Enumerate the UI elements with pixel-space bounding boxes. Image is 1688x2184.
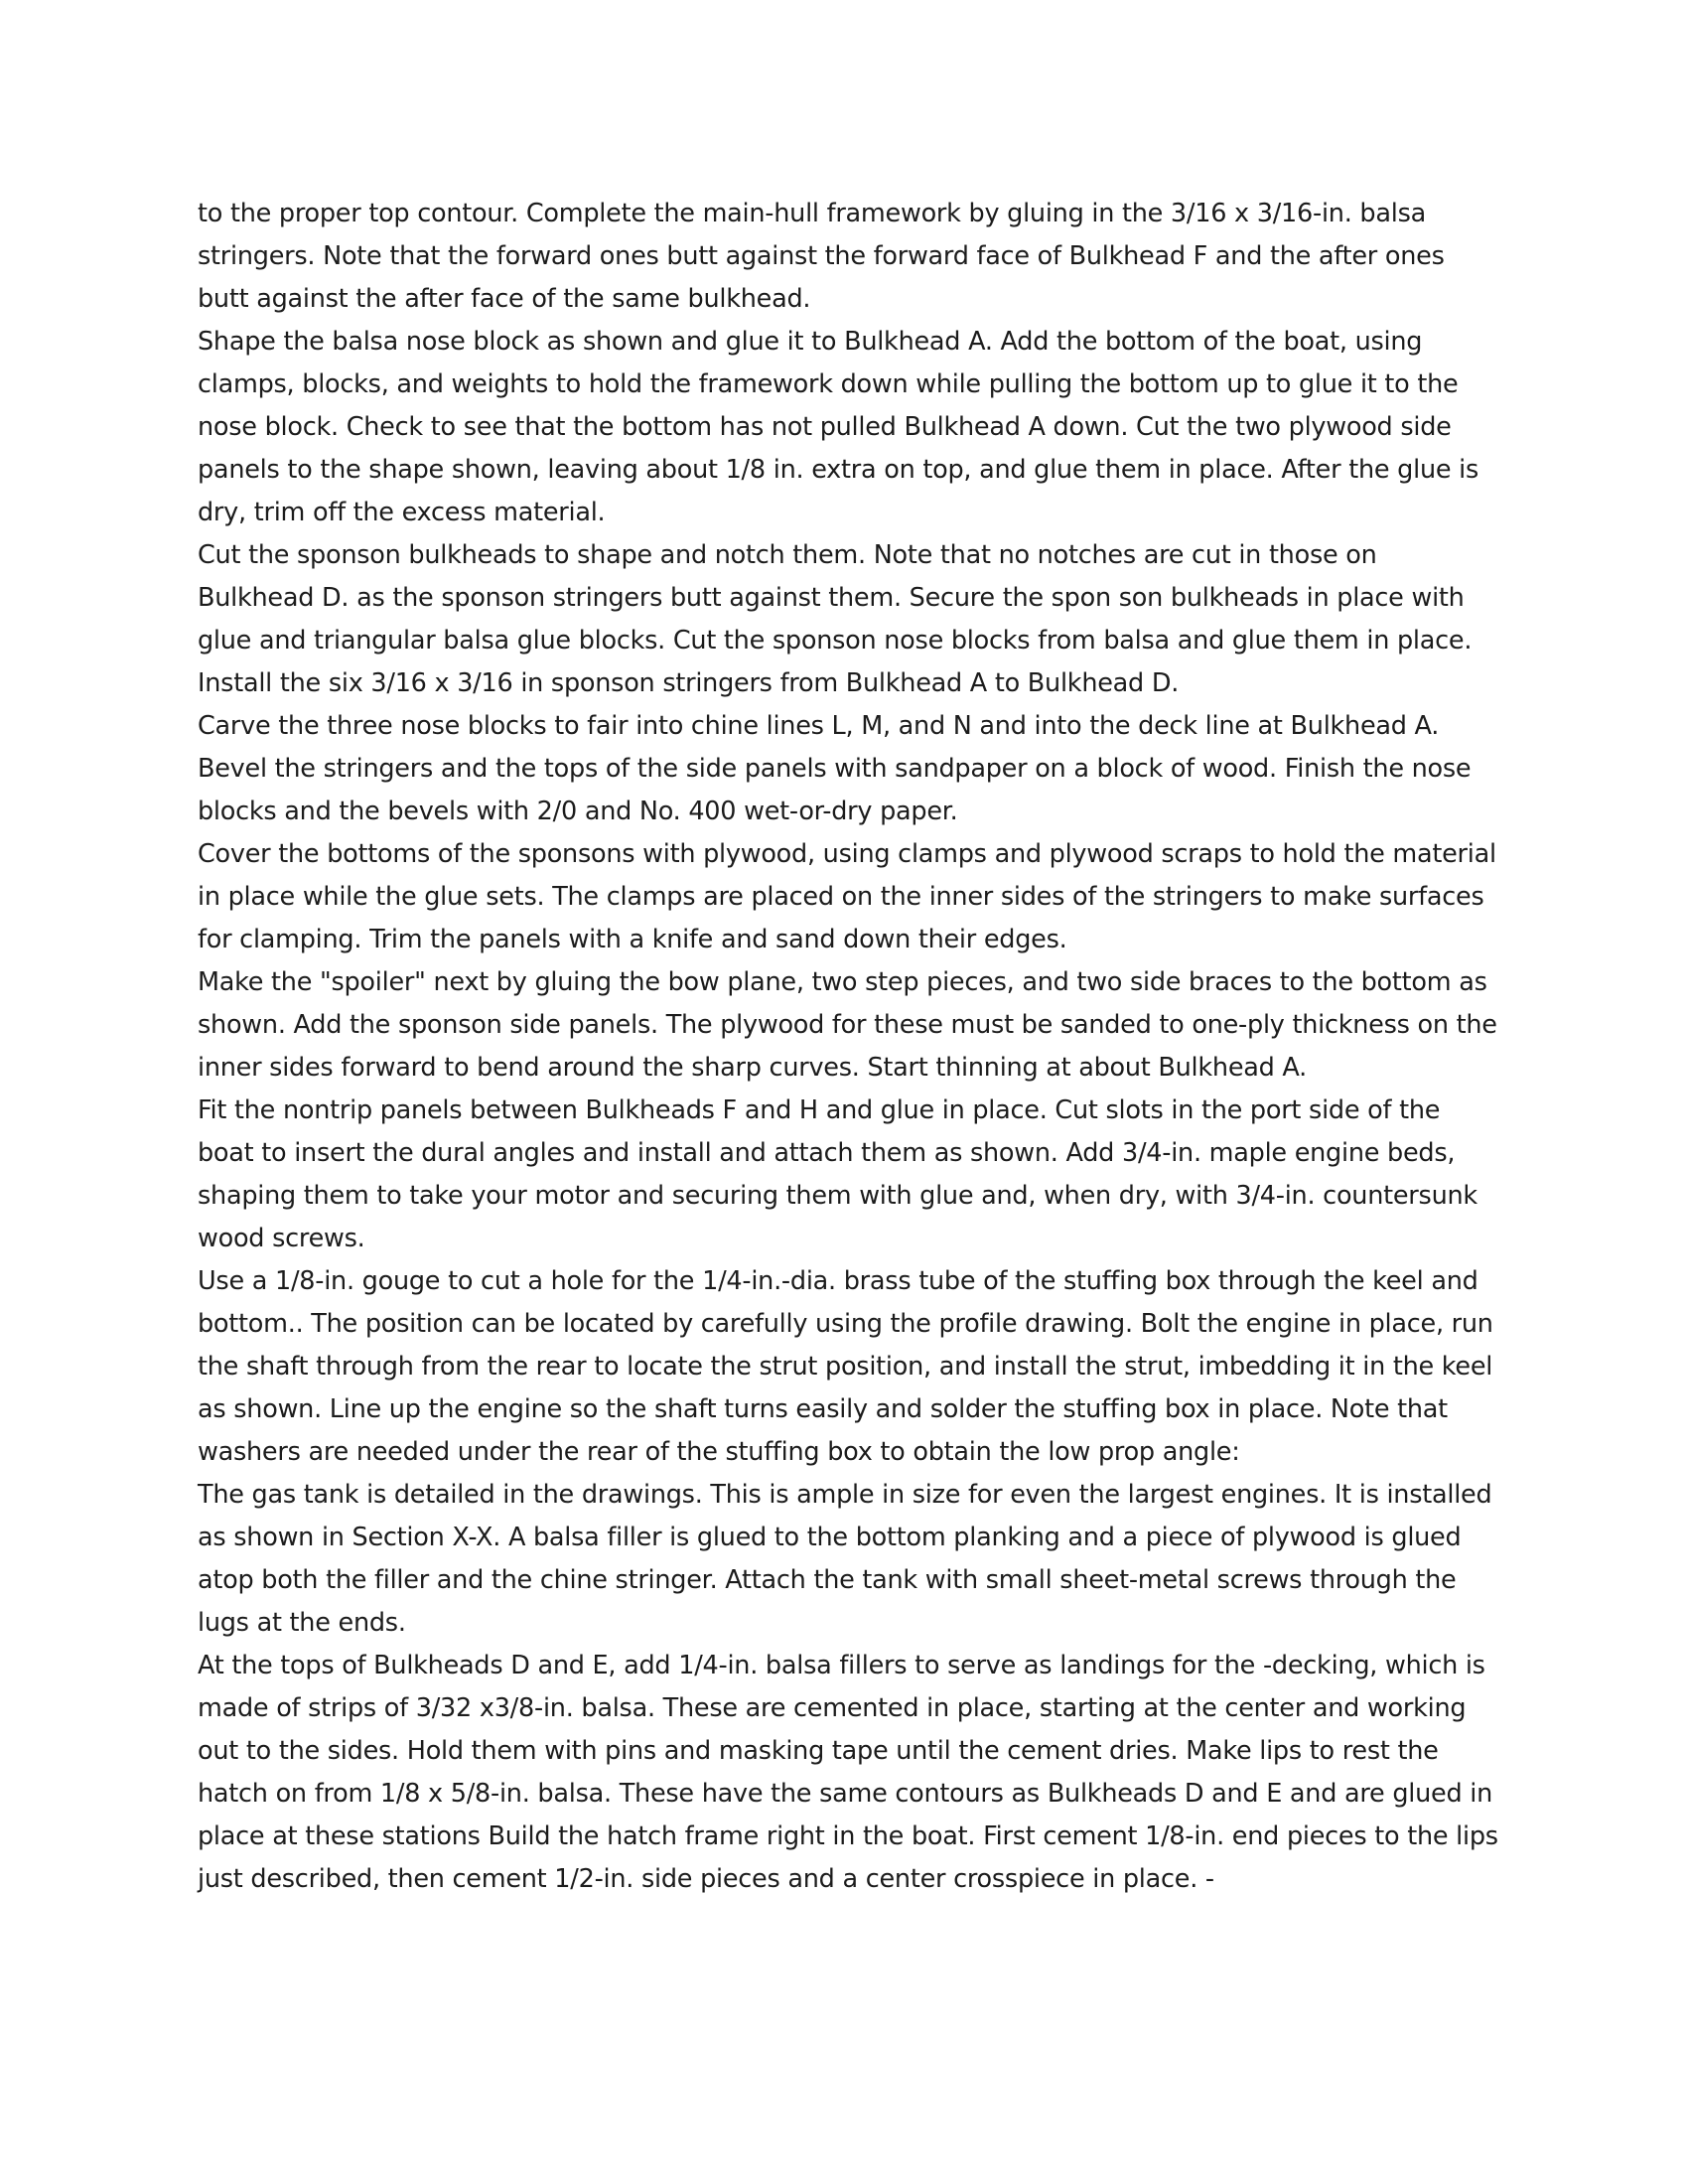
paragraph-hull-framework: to the proper top contour. Complete the main-hull framework by gluing in the 3/16 x 3/16-in. balsa stringers. Note that the forward ones butt against the forward face of Bulkhead F and the after ones butt against the after face of the same bulkhead.: [198, 199, 1445, 314]
paragraph-stuffing-box: Use a 1/8-in. gouge to cut a hole for the 1/4-in.-dia. brass tube of the stuffing box through the keel and bottom.. The position can be located by carefully using the profile drawing. Bolt the engine in place, run the shaft through from the rear to locate the strut position, and install the strut, imbedding it in the keel as shown. Line up the engine so the shaft turns easily and solder the stuffing box in place. Note that washers are needed under the rear of the stuffing box to obtain the low prop angle:: [198, 1266, 1493, 1467]
paragraph-carve-nose-blocks: Carve the three nose blocks to fair into chine lines L, M, and N and into the deck line at Bulkhead A. Bevel the stringers and the tops of the side panels with sandpaper on a block of wood. Finish the nose blocks and the bevels with 2/0 and No. 400 wet-or-dry paper.: [198, 711, 1472, 826]
body-text: [198, 193, 1500, 1901]
paragraph-gas-tank: The gas tank is detailed in the drawings. This is ample in size for even the largest engines. It is installed as shown in Section X-X. A balsa filler is glued to the bottom planking and a piece of plywood is glued atop both the filler and the chine stringer. Attach the tank with small sheet-metal screws through the lugs at the ends.: [198, 1480, 1492, 1638]
paragraph-spoiler: Make the "spoiler" next by gluing the bow plane, two step pieces, and two side braces to the bottom as shown. Add the sponson side panels. The plywood for these must be sanded to one-ply thickness on the inner sides forward to bend around the sharp curves. Start thinning at about Bulkhead A.: [198, 967, 1497, 1083]
paragraph-sponson-bottoms: Cover the bottoms of the sponsons with plywood, using clamps and plywood scraps to hold the material in place while the glue sets. The clamps are placed on the inner sides of the stringers to make surfaces for clamping. Trim the panels with a knife and sand down their edges.: [198, 839, 1496, 954]
paragraph-sponson-bulkheads: Cut the sponson bulkheads to shape and notch them. Note that no notches are cut in those on Bulkhead D. as the sponson stringers butt against them. Secure the spon son bulkheads in place with glue and triangular balsa glue blocks. Cut the sponson nose blocks from balsa and glue them in place. Install the six 3/16 x 3/16 in sponson stringers from Bulkhead A to Bulkhead D.: [198, 540, 1473, 698]
paragraph-decking-hatch: At the tops of Bulkheads D and E, add 1/4-in. balsa fillers to serve as landings for the -decking, which is made of strips of 3/32 x3/8-in. balsa. These are cemented in place, starting at the center and working out to the sides. Hold them with pins and masking tape until the cement dries. Make lips to rest the hatch on from 1/8 x 5/8-in. balsa. These have the same contours as Bulkheads D and E and are glued in place at these stations Build the hatch frame right in the boat. First cement 1/8-in. end pieces to the lips just described, then cement 1/2-in. side pieces and a center crosspiece in place. -: [198, 1651, 1498, 1894]
paragraph-nose-block-bottom: Shape the balsa nose block as shown and glue it to Bulkhead A. Add the bottom of the boat, using clamps, blocks, and weights to hold the framework down while pulling the bottom up to glue it to the nose block. Check to see that the bottom has not pulled Bulkhead A down. Cut the two plywood side panels to the shape shown, leaving about 1/8 in. extra on top, and glue them in place. After the glue is dry, trim off the excess material.: [198, 327, 1479, 527]
paragraph-nontrip-panels: Fit the nontrip panels between Bulkheads F and H and glue in place. Cut slots in the port side of the boat to insert the dural angles and install and attach them as shown. Add 3/4-in. maple engine beds, shaping them to take your motor and securing them with glue and, when dry, with 3/4-in. countersunk wood screws.: [198, 1095, 1477, 1253]
